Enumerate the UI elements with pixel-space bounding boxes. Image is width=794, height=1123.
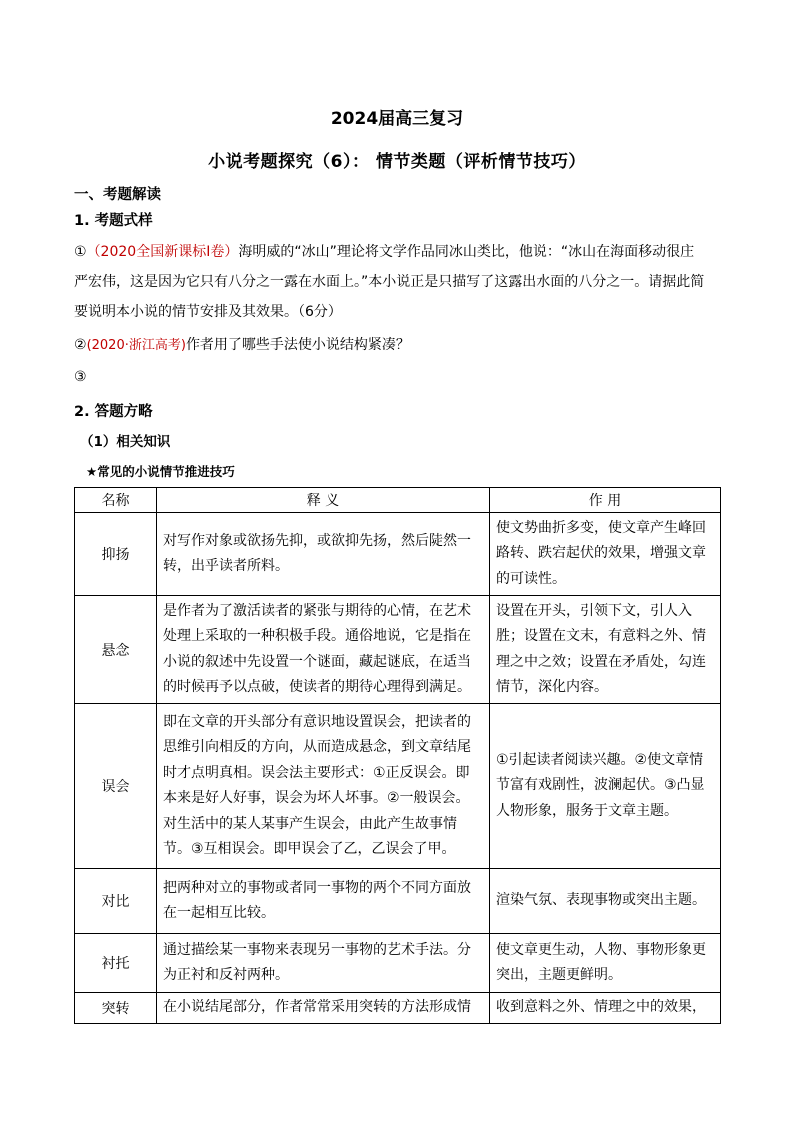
question-1-number: ① [74, 244, 87, 260]
table-header-row [75, 488, 721, 513]
question-1-line-2: 严宏伟，这是因为它只有八分之一露在水面上。”本小说正是只描写了这露出水面的八分之一。请据此简 [74, 274, 705, 290]
table-row [75, 869, 721, 934]
row-effect [490, 513, 721, 596]
row-name: 对比 [75, 869, 157, 934]
question-3-number: ③ [74, 369, 87, 385]
table-row [75, 513, 721, 596]
row-definition [157, 704, 490, 869]
row-effect [490, 704, 721, 869]
question-1-text-1: 海明威的“冰山”理论将文学作品同冰山类比，他说：“冰山在海面移动很庄 [238, 244, 695, 260]
effect-line: 节富有戏剧性，波澜起伏。③凸显 [496, 777, 705, 794]
effect-line: ①引起读者阅读兴趣。②使文章情 [496, 751, 704, 768]
effect-line: 使文势曲折多变，使文章产生峰回 [496, 519, 706, 536]
effect-line: 渲染气氛、表现事物或突出主题。 [496, 892, 706, 909]
effect-line: 突出，主题更鲜明。 [496, 967, 622, 983]
definition-line: 在一起相互比较。 [163, 905, 275, 921]
effect-line: 路转、跌宕起伏的效果，增强文章 [496, 545, 706, 562]
table-header-effect: 作 用 [490, 488, 721, 513]
row-definition [157, 993, 490, 1024]
table-row [75, 704, 721, 869]
question-1-line-1 [74, 236, 694, 268]
question-1-line-3: 要说明本小说的情节安排及其效果。（6分） [74, 304, 342, 320]
subsection-heading-1: 1. 考题式样 [74, 213, 153, 229]
row-name: 误会 [75, 704, 157, 869]
row-name: 衬托 [75, 934, 157, 993]
table-caption: ★常见的小说情节推进技巧 [86, 464, 235, 479]
table-header-name: 名称 [75, 488, 157, 513]
definition-line: 通过描绘某一事物来表现另一事物的艺术手法。分 [163, 941, 471, 958]
row-effect [490, 993, 721, 1024]
question-2-text: 作者用了哪些手法使小说结构紧凑？ [185, 337, 410, 353]
definition-line: 节。③互相误会。即甲误会了乙，乙误会了甲。 [163, 841, 456, 857]
document-subtitle: 小说考题探究（6）： 情节类题（评析情节技巧） [208, 152, 586, 172]
definition-line: 本来是好人好事，误会为坏人坏事。②一般误会。 [163, 790, 470, 806]
definition-line: 处理上采取的一种积极手段。通俗地说，它是指在 [163, 628, 471, 644]
row-name: 抑扬 [75, 513, 157, 596]
row-name: 悬念 [75, 596, 157, 704]
row-definition [157, 869, 490, 934]
definition-line: 为正衬和反衬两种。 [163, 967, 289, 983]
question-2-number: ② [74, 337, 87, 353]
row-definition [157, 513, 490, 596]
table-row [75, 934, 721, 993]
row-effect [490, 596, 721, 704]
row-definition [157, 596, 490, 704]
definition-line: 时才点明真相。误会法主要形式：①正反误会。即 [163, 764, 470, 781]
row-effect [490, 869, 721, 934]
section-heading: 一、考题解读 [74, 187, 161, 203]
row-effect [490, 934, 721, 993]
definition-line: 即在文章的开头部分有意识地设置误会，把读者的 [163, 713, 471, 730]
definition-line: 对生活中的某人某事产生误会，由此产生故事情 [163, 815, 457, 832]
definition-line: 的时候再予以点破，使读者的期待心理得到满足。 [163, 679, 471, 695]
definition-line: 是作者为了激活读者的紧张与期待的心情，在艺术 [163, 602, 471, 619]
plot-techniques-table [74, 487, 721, 1024]
definition-line: 对写作对象或欲扬先抑，或欲抑先扬，然后陡然一 [163, 532, 471, 549]
table-header-definition: 释 义 [157, 488, 490, 513]
question-1-source: （2020全国新课标Ⅰ卷） [86, 244, 239, 260]
definition-line: 小说的叙述中先设置一个谜面，藏起谜底，在适当 [163, 653, 471, 670]
question-2 [74, 329, 410, 362]
effect-line: 人物形象，服务于文章主题。 [496, 802, 678, 819]
row-name: 突转 [75, 993, 157, 1024]
table-row [75, 596, 721, 704]
row-definition [157, 934, 490, 993]
document-title: 2024届高三复习 [330, 109, 464, 129]
definition-line: 思维引向相反的方向，从而造成悬念，到文章结尾 [163, 739, 471, 755]
effect-line: 使文章更生动，人物、事物形象更 [496, 941, 706, 958]
effect-line: 胜；设置在文末，有意料之外、情 [496, 628, 706, 644]
effect-line: 收到意料之外、情理之中的效果， [496, 999, 706, 1015]
definition-line: 转，出乎读者所料。 [163, 558, 289, 574]
effect-line: 理之中之效；设置在矛盾处，勾连 [496, 653, 706, 670]
definition-line: 把两种对立的事物或者同一事物的两个不同方面放 [163, 879, 471, 896]
effect-line: 情节，深化内容。 [496, 679, 608, 695]
table-row [75, 993, 721, 1024]
definition-line: 在小说结尾部分，作者常常采用突转的方法形成情 [163, 999, 471, 1015]
effect-line: 的可读性。 [496, 570, 566, 587]
effect-line: 设置在开头，引领下文，引人入 [496, 602, 692, 619]
subsection-heading-2: 2. 答题方略 [74, 404, 153, 420]
subsection-heading-2-1: （1）相关知识 [80, 434, 171, 450]
question-2-source: (2020·浙江高考) [86, 338, 186, 353]
